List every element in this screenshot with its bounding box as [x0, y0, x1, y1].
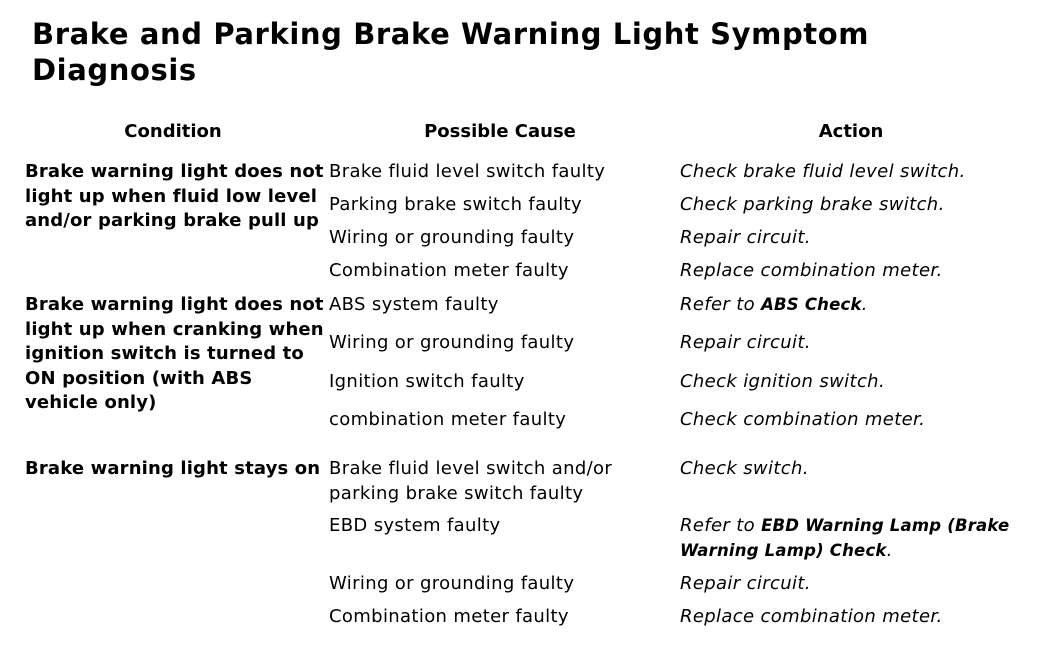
cause-cell: Wiring or grounding faulty	[329, 332, 575, 353]
action-cell: Repair circuit.	[680, 227, 811, 248]
action-cell: Check brake fluid level switch.	[680, 161, 966, 182]
cause-cell: Brake fluid level switch faulty	[329, 161, 606, 182]
condition-cell: Brake warning light stays on	[25, 458, 321, 479]
action-text: Refer to	[680, 294, 762, 315]
cause-cell: Ignition switch faulty	[329, 371, 525, 392]
action-text: .	[861, 294, 868, 315]
column-header-possible-cause: Possible Cause	[424, 121, 576, 142]
action-cell: Replace combination meter.	[680, 606, 943, 627]
column-header-action: Action	[818, 121, 884, 142]
reference-link-abs-check: ABS Check	[761, 295, 862, 314]
cause-cell: Parking brake switch faulty	[329, 194, 583, 215]
action-cell	[680, 293, 1050, 318]
action-cell	[680, 514, 1010, 563]
condition-cell: Brake warning light does not light up when fluid low level and/or parking brake pull up	[25, 161, 324, 231]
action-cell: Check combination meter.	[680, 409, 926, 430]
action-cell: Repair circuit.	[680, 573, 811, 594]
cause-cell: Wiring or grounding faulty	[329, 573, 575, 594]
action-cell: Repair circuit.	[680, 332, 811, 353]
condition-cell: Brake warning light does not light up when cranking when ignition switch is turned to ON position (with ABS vehicle only)	[25, 294, 324, 413]
action-cell: Check switch.	[680, 458, 809, 479]
action-cell: Check ignition switch.	[680, 371, 886, 392]
action-text: .	[886, 539, 893, 561]
cause-cell: combination meter faulty	[329, 409, 567, 430]
cause-cell: ABS system faulty	[329, 294, 499, 315]
cause-cell: Combination meter faulty	[329, 606, 569, 627]
cause-cell: Brake fluid level switch and/or parking brake switch faulty	[329, 458, 613, 504]
page-title: Brake and Parking Brake Warning Light Symptom Diagnosis	[32, 17, 870, 87]
cause-cell: Combination meter faulty	[329, 260, 569, 281]
action-cell: Replace combination meter.	[680, 260, 943, 281]
action-text: Refer to	[680, 515, 762, 536]
column-header-condition: Condition	[124, 121, 222, 142]
reference-link-ebd-check: EBD Warning Lamp (Brake Warning Lamp) Check	[680, 516, 1010, 560]
cause-cell: Wiring or grounding faulty	[329, 227, 575, 248]
cause-cell: EBD system faulty	[329, 515, 501, 536]
action-cell: Check parking brake switch.	[680, 194, 945, 215]
